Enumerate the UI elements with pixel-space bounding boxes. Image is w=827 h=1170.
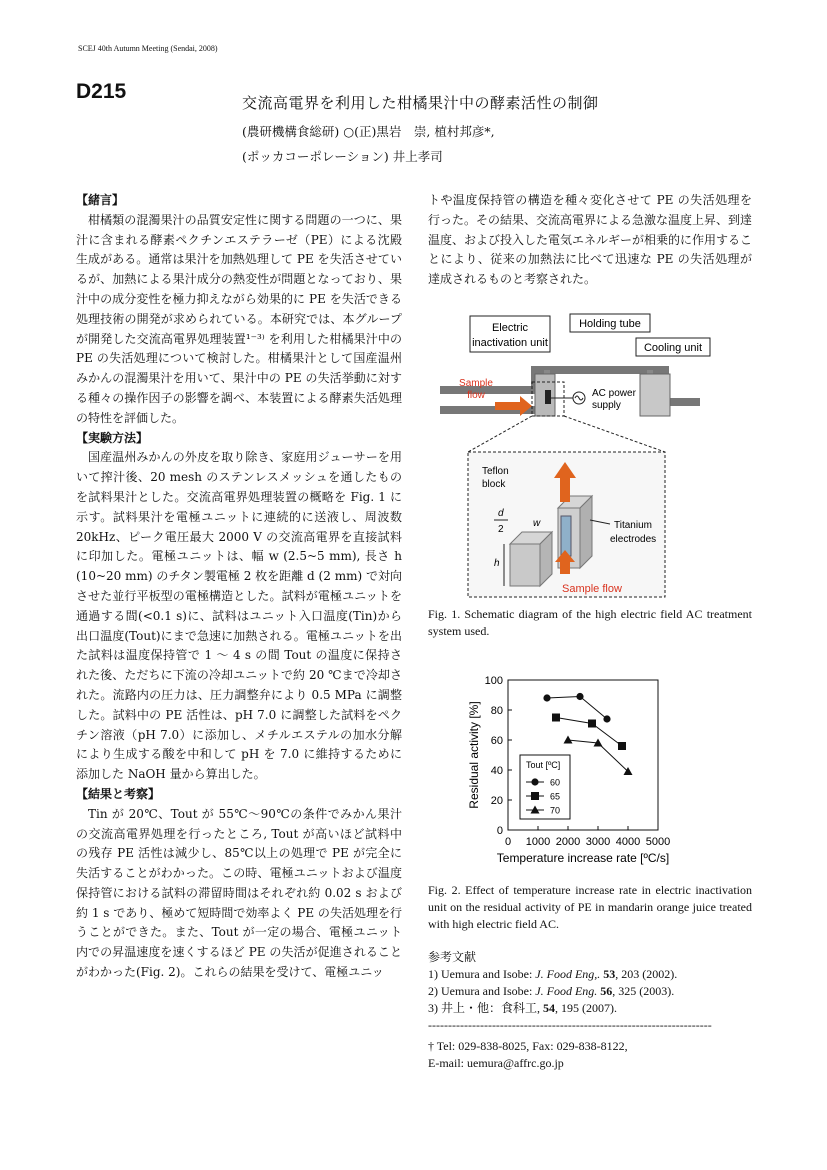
x-tick-label: 0 <box>504 836 512 848</box>
reference-1-volume: 53 <box>603 967 616 981</box>
label-block: block <box>482 479 506 490</box>
data-point-60 <box>576 693 583 700</box>
label-inactivation-unit: inactivation unit <box>472 337 548 349</box>
label-sample-flow-bottom: Sample flow <box>562 583 622 595</box>
label-supply: supply <box>592 400 621 411</box>
figure-1-caption: Fig. 1. Schematic diagram of the high electric field AC treatment system used. <box>428 607 752 638</box>
reference-3-pages: , 195 (2007). <box>555 1001 617 1015</box>
label-sample: Sample <box>459 378 493 389</box>
label-teflon: Teflon <box>482 466 509 477</box>
authors-line-2: (ポッカコーポレーション) 井上孝司 <box>242 149 443 164</box>
reference-3-authors: 3) 井上・他：食科工, <box>428 1001 543 1015</box>
paper-id: D215 <box>76 80 127 103</box>
data-point-60 <box>543 694 550 701</box>
label-h: h <box>494 558 500 569</box>
intro-heading: 【緒言】 <box>76 193 125 207</box>
reference-1 <box>428 966 758 983</box>
data-point-70 <box>564 736 573 744</box>
reference-2 <box>428 983 758 1000</box>
legend-title: Tout [ºC] <box>526 760 561 770</box>
label-cooling-unit: Cooling unit <box>643 342 703 354</box>
y-tick-label: 80 <box>490 705 503 717</box>
data-point-65 <box>618 742 626 750</box>
label-holding-tube: Holding tube <box>579 318 641 330</box>
left-column <box>76 191 402 983</box>
x-tick-label: 1000 <box>525 836 551 848</box>
x-tick-label: 5000 <box>645 836 671 848</box>
legend-marker-65 <box>531 792 539 800</box>
figure-2-caption: Fig. 2. Effect of temperature increase rate in electric inactivation unit on the residual activity of PE in mandarin orange juice treated with high electric field AC. <box>428 883 752 931</box>
method-heading: 【実験方法】 <box>76 430 149 445</box>
label-titanium: Titanium <box>614 520 652 531</box>
results-continued: トや温度保持管の構造を種々変化させて PE の失活処理を行った。その結果、交流高電界による急激な温度上昇、到達温度、および投入した電気エネルギーが相乗的に作用することにより、従来の加熱法に比べて迅速な PE の失活処理が達成されるものと考察された。 <box>428 193 753 287</box>
reference-1-pages: , 203 (2002). <box>615 967 678 981</box>
divider: ----------------------------------------------------------------------- <box>428 1018 712 1032</box>
reference-1-journal: J. Food Eng,. <box>535 967 601 981</box>
label-electric: Electric <box>491 322 529 334</box>
contact-email: E-mail: uemura@affrc.go.jp <box>428 1056 564 1070</box>
reference-2-authors: 2) Uemura and Isobe: <box>428 984 536 998</box>
references <box>428 949 758 1072</box>
intro-text: 柑橘類の混濁果汁の品質安定性に関する問題の一つに、果汁に含まれる酵素ペクチンエステラーゼ（PE）による沈殿生成がある。通常は果汁を加熱処理して PE を失活させているが、加熱による果汁成分の熱変性が問題となっており、果汁中の成分変性を極力抑えながら効果的に PE を失活できる処理技術の開発が求められている。本研究では、本グループが開発した交流高電界処理装置¹⁻³⁾ を利用した柑橘果汁中の PE の失活処理について検討した。柑橘果汁として国産温州みかんの混濁果汁を用いて、果汁中の PE の失活挙動に対する種々の操作因子の影響を調べ、本装置による酵素失活処理の特性を評価した。 <box>76 212 402 425</box>
y-tick-label: 40 <box>490 765 503 777</box>
label-w: w <box>533 518 541 529</box>
figure-2-chart <box>455 668 725 873</box>
x-axis-label: Temperature increase rate [ºC/s] <box>496 851 670 865</box>
label-electrodes: electrodes <box>610 534 657 545</box>
reference-3 <box>428 1000 758 1017</box>
figure-1-diagram <box>440 312 730 602</box>
conference-header: SCEJ 40th Autumn Meeting (Sendai, 2008) <box>78 44 218 53</box>
results-heading: 【結果と考察】 <box>76 786 161 801</box>
authors-line-1: (農研機構食総研) ○(正)黒岩 崇, 植村邦彦*, <box>242 124 495 139</box>
label-flow: flow <box>467 390 485 401</box>
y-tick-label: 100 <box>484 675 503 687</box>
reference-3-volume: 54 <box>543 1001 555 1015</box>
references-heading: 参考文献 <box>428 950 477 964</box>
label-two: 2 <box>498 524 504 535</box>
label-ac-power: AC power <box>592 388 636 399</box>
y-tick-label: 20 <box>490 795 503 807</box>
titanium-electrode <box>561 516 571 556</box>
data-point-65 <box>588 720 596 728</box>
data-point-65 <box>552 714 560 722</box>
y-tick-label: 0 <box>496 825 503 837</box>
right-column-text <box>428 191 752 290</box>
cooling-unit-block <box>640 374 670 416</box>
x-tick-label: 3000 <box>585 836 611 848</box>
legend-label: 65 <box>550 791 561 802</box>
y-tick-label: 60 <box>490 735 503 747</box>
x-tick-label: 4000 <box>615 836 641 848</box>
reference-2-volume: 56 <box>600 984 613 998</box>
reference-2-pages: , 325 (2003). <box>612 984 675 998</box>
results-text: Tin が 20℃、Tout が 55℃～90℃の条件でみかん果汁の交流高電界処理を行ったところ, Tout が高いほど試料中の残存 PE 活性は減少し、85℃以上の処理で PE が完全に失活することがわかった。この時、電極ユニットおよび温度保持管における試料の滞留時間はそれぞれ約 0.02 s および約 1 s であり、極めて短時間で効率よく PE の失活処理を行うことができた。また、Tout が一定の場合、電極ユニット内での昇温速度を速くするほど PE の失活が促進されることがわかった(Fig. 2)。これらの結果を受けて、電極ユニッ <box>76 806 402 980</box>
reference-2-journal: J. Food Eng. <box>535 984 598 998</box>
reference-1-authors: 1) Uemura and Isobe: <box>428 967 536 981</box>
contact-phone: † Tel: 029-838-8025, Fax: 029-838-8122, <box>428 1039 628 1053</box>
y-axis-label: Residual activity [%] <box>467 701 481 809</box>
legend-label: 60 <box>550 777 561 788</box>
legend-marker-60 <box>531 778 538 785</box>
legend-label: 70 <box>550 805 561 816</box>
teflon-block-front <box>510 544 540 586</box>
x-tick-label: 2000 <box>555 836 581 848</box>
electrode-icon <box>545 390 551 404</box>
method-text: 国産温州みかんの外皮を取り除き、家庭用ジューサーを用いて搾汁後、20 mesh のステンレスメッシュを通したものを試料果汁とした。交流高電界処理装置の概略を Fig. 1 に示す。試料果汁を電極ユニットに連続的に送液し、周波数 20kHz、ピーク電圧最大 2000 V の交流高電界を直接試料に印加した。電極ユニットは、幅 w (2.5~5 mm), 長さ h (10~20 mm) のチタン製電極 2 枚を距離 d (2 mm) で対向させた並行平板型の電極構造とした。試料が電極ユニットを通過する間(<0.1 s)に、試料はユニット入口温度(Tin)から出口温度(Tout)にまで急速に加熱される。電極ユニットを出た試料は温度保持管で 1 ～ 4 s の間 Tout の温度に保持された後、ただちに下流の冷却ユニットで約 20 ℃まで冷却された。流路内の圧力は、圧力調整弁により 0.5 MPa に調整した。試料中の PE 活性は、pH 7.0 に調整した試料をペクチン溶液（pH 7.0）に添加し、メチルエステルの加水分解により生成する酸を中和して pH を 7.0 に維持するために添加した NaOH 量から算出した。 <box>76 450 402 782</box>
teflon-block-2-side <box>580 496 592 568</box>
paper-title: 交流高電界を利用した柑橘果汁中の酵素活性の制御 <box>242 94 599 112</box>
label-d: d <box>498 508 504 519</box>
data-point-60 <box>603 715 610 722</box>
